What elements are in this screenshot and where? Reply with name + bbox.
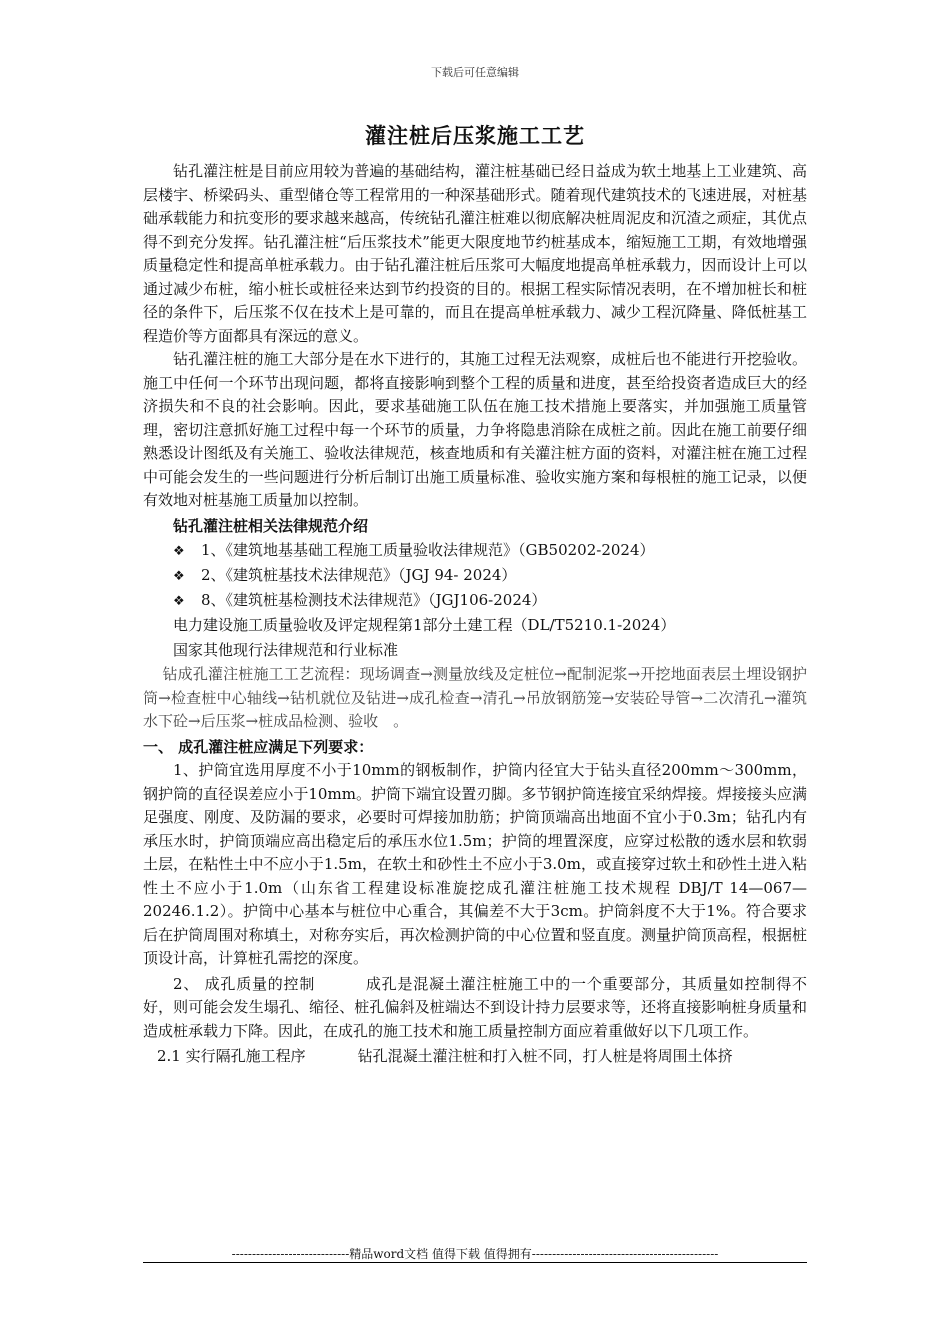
subsection-label: 2、 成孔质量的控制 bbox=[173, 974, 316, 993]
standard-text: 1、《建筑地基基础工程施工质量验收法律规范》（GB50202-2024） bbox=[201, 541, 655, 559]
document-title: 灌注桩后压浆施工工艺 bbox=[365, 124, 585, 148]
process-flow-steps: 现场调查→测量放线及定桩位→配制泥浆→开挖地面表层土埋设钢护筒→检查桩中心轴线→钻机就位及钻进→成孔检查→清孔→吊放钢筋笼→安装砼导管→二次清孔→灌筑水下砼→后压浆→桩成品检测、验收 。 bbox=[143, 665, 807, 730]
section-1-heading: 一、 成孔灌注桩应满足下列要求： bbox=[143, 737, 374, 756]
diamond-bullet-icon: ❖ bbox=[173, 594, 185, 609]
process-flow-label: 钻成孔灌注桩施工工艺流程： bbox=[162, 665, 360, 683]
standard-text: 8、《建筑桩基检测技术法律规范》（JGJ106-2024） bbox=[201, 591, 547, 609]
section-1-paragraph-3 bbox=[143, 1045, 807, 1069]
subsection-label: 2.1 实行隔孔施工程序 bbox=[157, 1047, 306, 1065]
subsection-text: 钻孔混凝土灌注桩和打入桩不同，打人桩是将周围土体挤 bbox=[357, 1047, 733, 1065]
other-standard-1: 电力建设施工质量验收及评定规程第1部分土建工程（DL/T5210.1-2024） bbox=[173, 616, 676, 634]
other-standard-2: 国家其他现行法律规范和行业标准 bbox=[173, 640, 399, 659]
diamond-bullet-icon: ❖ bbox=[173, 544, 185, 559]
footer-rule bbox=[143, 1262, 807, 1263]
standard-item-2 bbox=[143, 564, 807, 588]
diamond-bullet-icon: ❖ bbox=[173, 569, 185, 584]
subsection-text: 成孔是混凝土灌注桩施工中的一个重要部分，其质量如控制得不好，则可能会发生塌孔、缩径、桩孔偏斜及桩端达不到设计持力层要求等，还将直接影响桩身质量和造成桩承载力下降。因此，在成孔的施工技术和施工质量控制方面应着重做好以下几项工作。 bbox=[143, 974, 807, 1040]
section-1-paragraph-1: 1、护筒宜选用厚度不小于10mm的钢板制作，护筒内径宜大于钻头直径200mm～300mm，钢护筒的直径误差应小于10mm。护筒下端宜设置刃脚。多节钢护筒连接宜采纳焊接。焊接接头应满足强度、刚度、及防漏的要求，必要时可焊接加肋筋；护筒顶端高出地面不宜小于0.3m；钻孔内有承压水时，护筒顶端应高出稳定后的承压水位1.5m；护筒的埋置深度，应穿过松散的透水层和软弱土层，在粘性土中不应小于1.5m，在软土和砂性土不应小于3.0m，或直接穿过软土和砂性土进入粘性土不应小于1.0m（山东省工程建设标准旋挖成孔灌注桩施工技术规程 DBJ/T 14—067—20246.1.2）。护筒中心基本与桩位中心重合，其偏差不大于3cm。护筒斜度不大于1%。符合要求后在护筒周围对称填土，对称夯实后，再次检测护筒的中心位置和竖直度。测量护筒顶高程，根据桩顶设计高，计算桩孔需挖的深度。 bbox=[143, 761, 807, 967]
intro-paragraph-2: 钻孔灌注桩的施工大部分是在水下进行的，其施工过程无法观察，成桩后也不能进行开挖验收。施工中任何一个环节出现问题，都将直接影响到整个工程的质量和进度，甚至给投资者造成巨大的经济损失和不良的社会影响。因此，要求基础施工队伍在施工技术措施上要落实，并加强施工质量管理，密切注意抓好施工过程中每一个环节的质量，力争将隐患消除在成桩之前。因此在施工前要仔细熟悉设计图纸及有关施工、验收法律规范，核查地质和有关灌注桩方面的资料，对灌注桩在施工过程中可能会发生的一些问题进行分析后制订出施工质量标准、验收实施方案和每根桩的施工记录，以便有效地对桩基施工质量加以控制。 bbox=[143, 350, 807, 509]
standard-item-1 bbox=[143, 539, 807, 563]
page-footer: -----------------------------精品word文档 值得下载 值得拥有---------------------------------------------- bbox=[231, 1247, 719, 1261]
document-body bbox=[143, 160, 807, 1069]
standards-title: 钻孔灌注桩相关法律规范介绍 bbox=[173, 516, 369, 535]
standard-text: 2、《建筑桩基技术法律规范》（JGJ 94- 2024） bbox=[201, 566, 517, 584]
section-1-paragraph-2 bbox=[143, 973, 807, 1044]
process-flow bbox=[143, 663, 807, 734]
standard-item-3 bbox=[143, 589, 807, 613]
intro-paragraph-1: 钻孔灌注桩是目前应用较为普遍的基础结构，灌注桩基础已经日益成为软土地基上工业建筑、高层楼宇、桥梁码头、重型储仓等工程常用的一种深基础形式。随着现代建筑技术的飞速进展，对桩基础承载能力和抗变形的要求越来越高，传统钻孔灌注桩难以彻底解决桩周泥皮和沉渣之顽症，其优点得不到充分发挥。钻孔灌注桩“后压浆技术”能更大限度地节约桩基成本，缩短施工工期，有效地增强质量稳定性和提高单桩承载力。由于钻孔灌注桩后压浆可大幅度地提高单桩承载力，因而设计上可以通过减少布桩，缩小桩长或桩径来达到节约投资的目的。根据工程实际情况表明，在不增加桩长和桩径的条件下，后压浆不仅在技术上是可靠的，而且在提高单桩承载力、减少工程沉降量、降低桩基工程造价等方面都具有深远的意义。 bbox=[143, 162, 807, 345]
page-header-note: 下载后可任意编辑 bbox=[431, 66, 519, 79]
